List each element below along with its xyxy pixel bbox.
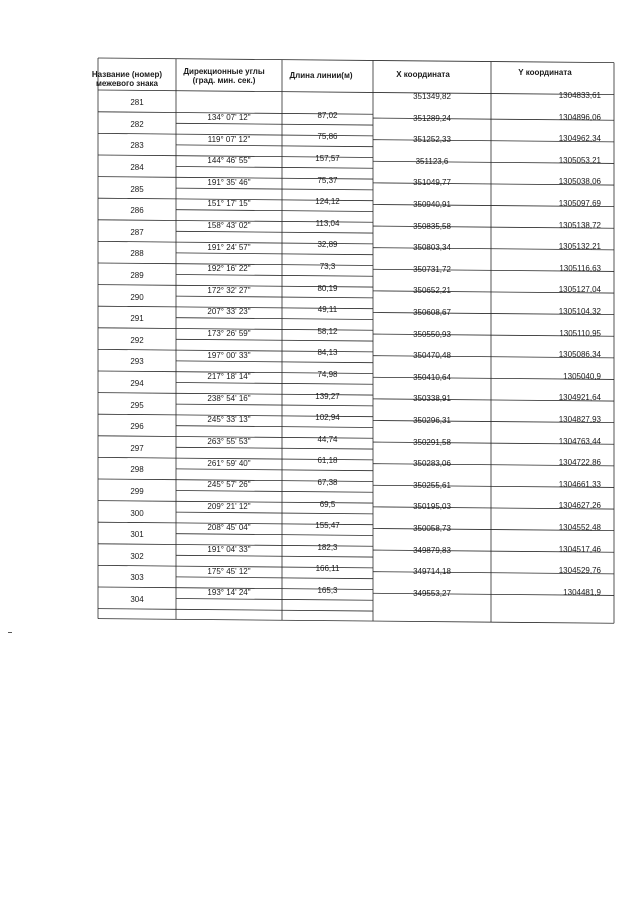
x-coordinate: 350338,91 [413, 394, 451, 404]
direction-angle: 245° 57' 26" [207, 480, 251, 490]
y-coordinate: 1304722,86 [558, 458, 601, 468]
name-row-line [98, 198, 176, 199]
name-row-line [98, 436, 176, 437]
x-coordinate: 351049,77 [413, 178, 451, 188]
segment-divider-line [176, 512, 373, 514]
line-length: 61,18 [317, 456, 338, 466]
point-name: 296 [130, 422, 144, 432]
segment-divider-line [176, 167, 373, 169]
y-coordinate: 1305116,63 [559, 263, 601, 273]
y-coordinate: 1304529,76 [558, 566, 601, 576]
x-coordinate: 351123,6 [415, 156, 449, 166]
line-length: 75,37 [317, 175, 338, 185]
name-row-line [98, 349, 176, 350]
x-coordinate: 350608,67 [413, 307, 451, 317]
line-length: 75,86 [317, 132, 338, 142]
segment-divider-line [176, 318, 373, 320]
x-coordinate: 350283,06 [413, 459, 451, 469]
direction-angle: 207° 33' 23" [207, 307, 251, 317]
segment-divider-line [176, 210, 373, 212]
x-coordinate: 350291,58 [413, 437, 451, 447]
point-name: 282 [130, 119, 144, 129]
direction-angle: 245° 33' 13" [207, 415, 251, 425]
point-name: 287 [130, 227, 144, 237]
segment-divider-line [176, 339, 373, 341]
point-name: 299 [130, 487, 144, 497]
point-name: 288 [130, 249, 144, 259]
segment-divider-line [176, 188, 373, 190]
line-length: 165,3 [317, 586, 338, 596]
name-row-line [98, 457, 176, 458]
name-row-line [98, 609, 176, 610]
x-coordinate: 350410,64 [413, 372, 451, 382]
direction-angle: 261° 59' 40" [207, 458, 251, 468]
name-row-line [98, 112, 176, 113]
segment-divider-line [176, 123, 373, 125]
line-length: 102,94 [315, 413, 340, 423]
direction-angle: 197° 00' 33" [207, 350, 251, 360]
y-coordinate: 1304763,44 [558, 436, 601, 446]
point-name: 291 [130, 314, 144, 324]
y-coordinate: 1305104,32 [558, 307, 601, 317]
name-row-line [98, 501, 176, 502]
line-length: 44,74 [317, 434, 338, 444]
x-coordinate: 349553,27 [413, 588, 451, 598]
line-length: 73,3 [319, 262, 336, 272]
name-row-line [98, 285, 176, 286]
name-row-line [98, 155, 176, 156]
point-name: 284 [130, 163, 144, 173]
line-length: 124,12 [315, 197, 340, 207]
direction-angle: 209° 21' 12" [207, 501, 251, 511]
segment-divider-line [176, 253, 373, 255]
segment-divider-line [176, 231, 373, 233]
name-row-line [98, 241, 176, 242]
direction-angle: 192° 16' 22" [207, 264, 251, 274]
header-y: Y координата [518, 68, 572, 77]
segment-divider-line [176, 275, 373, 277]
direction-angle: 173° 26' 59" [207, 328, 251, 338]
name-row-line [98, 306, 176, 307]
line-length: 139,27 [315, 391, 340, 401]
direction-angle: 191° 24' 57" [207, 242, 251, 252]
y-coordinate: 1304896,06 [558, 112, 601, 122]
y-coordinate: 1305053,21 [558, 155, 601, 165]
x-coordinate: 350940,91 [413, 199, 451, 209]
y-coordinate: 1305040,9 [563, 371, 601, 381]
x-coordinate: 350195,03 [413, 502, 451, 512]
x-coordinate: 350731,72 [413, 264, 451, 274]
y-coordinate: 1304833,61 [558, 91, 601, 101]
direction-angle: 193° 14' 24" [207, 588, 251, 598]
y-coordinate: 1304962,34 [558, 134, 601, 144]
line-length: 113,04 [315, 218, 340, 228]
table-top-border [98, 58, 614, 63]
segment-divider-line [176, 599, 373, 601]
name-row-line [98, 263, 176, 264]
line-length: 74,98 [317, 370, 338, 380]
name-row-line [98, 220, 176, 221]
point-name: 297 [130, 443, 144, 453]
x-coordinate: 350255,61 [413, 480, 451, 490]
header-name: Название (номер) межевого знака [91, 70, 163, 88]
point-name: 286 [130, 206, 144, 216]
point-name: 292 [130, 335, 144, 345]
x-coordinate: 351289,24 [413, 113, 451, 123]
header-angle: Дирекционные углы (град. мин. сек.) [183, 67, 265, 85]
name-row-line [98, 565, 176, 566]
segment-divider-line [176, 145, 373, 147]
segment-divider-line [176, 469, 373, 471]
segment-divider-line [176, 555, 373, 557]
y-coordinate: 1305097,69 [558, 199, 601, 209]
line-length: 182,3 [317, 542, 338, 552]
y-coordinate: 1304517,46 [558, 544, 601, 554]
point-name: 294 [130, 379, 144, 389]
name-row-line [98, 479, 176, 480]
y-coordinate: 1305110,95 [559, 328, 601, 338]
segment-divider-line [176, 296, 373, 298]
line-length: 69,5 [319, 499, 336, 509]
y-coordinate: 1305127,04 [558, 285, 601, 295]
segment-divider-line [176, 577, 373, 579]
y-coordinate: 1305138,72 [558, 220, 601, 230]
name-row-line [98, 328, 176, 329]
segment-divider-line [176, 383, 373, 385]
name-row-line [98, 587, 176, 588]
x-coordinate: 351252,33 [413, 135, 451, 145]
point-name: 298 [130, 465, 144, 475]
line-length: 32,89 [317, 240, 338, 250]
y-coordinate: 1304552,48 [558, 523, 601, 533]
x-coordinate: 349714,18 [413, 567, 451, 577]
line-length: 155,47 [315, 521, 340, 531]
direction-angle: 208° 45' 04" [207, 523, 251, 533]
direction-angle: 119° 07' 12" [207, 134, 251, 144]
direction-angle: 238° 54' 16" [207, 393, 251, 403]
point-name: 293 [130, 357, 144, 367]
name-row-line [98, 522, 176, 523]
x-coordinate: 350803,34 [413, 243, 451, 253]
line-length: 67,38 [317, 478, 338, 488]
line-length: 49,11 [317, 305, 338, 315]
point-name: 285 [130, 184, 144, 194]
line-length: 58,12 [317, 326, 338, 336]
name-row-line [98, 133, 176, 134]
header-x: X координата [396, 70, 450, 79]
direction-angle: 151° 17' 15" [207, 199, 251, 209]
point-name: 303 [130, 573, 144, 583]
line-length: 84,13 [317, 348, 338, 358]
y-coordinate: 1304921,64 [558, 393, 601, 403]
segment-divider-line [176, 534, 373, 536]
point-name: 300 [130, 508, 144, 518]
point-name: 283 [130, 141, 144, 151]
x-coordinate: 349879,83 [413, 545, 451, 555]
header-length: Длина линии(м) [289, 71, 353, 80]
segment-row-line [176, 609, 373, 611]
y-coordinate: 1304481,9 [563, 587, 601, 597]
y-coordinate: 1305132,21 [558, 242, 601, 252]
x-coordinate: 350296,31 [413, 415, 451, 425]
y-coordinate: 1304827,93 [558, 415, 601, 425]
x-coordinate: 350058,73 [413, 523, 451, 533]
point-name: 304 [130, 595, 144, 605]
point-name: 295 [130, 400, 144, 410]
x-coordinate: 350470,48 [413, 351, 451, 361]
name-row-line [98, 177, 176, 178]
segment-divider-line [176, 361, 373, 363]
segment-divider-line [176, 447, 373, 449]
point-name: 289 [130, 271, 144, 281]
direction-angle: 144° 46' 55" [207, 156, 251, 166]
name-row-line [98, 414, 176, 415]
segment-divider-line [176, 404, 373, 406]
direction-angle: 158° 43' 02" [207, 220, 251, 230]
line-length: 157,57 [315, 154, 340, 164]
y-coordinate: 1304661,33 [558, 479, 601, 489]
line-length: 87,02 [317, 110, 338, 120]
x-coordinate: 350652,21 [413, 286, 451, 296]
direction-angle: 191° 35' 46" [207, 177, 251, 187]
direction-angle: 263° 55' 53" [207, 436, 251, 446]
x-coordinate: 350835,58 [413, 221, 451, 231]
point-name: 302 [130, 551, 144, 561]
table-bottom-border [98, 619, 614, 624]
x-coordinate: 351349,82 [413, 91, 451, 101]
margin-mark [8, 632, 12, 633]
direction-angle: 175° 45' 12" [207, 566, 251, 576]
direction-angle: 172° 32' 27" [207, 285, 251, 295]
name-row-line [98, 393, 176, 394]
line-length: 166,11 [315, 564, 340, 574]
name-row-line [98, 544, 176, 545]
x-coordinate: 350550,93 [413, 329, 451, 339]
segment-divider-line [176, 426, 373, 428]
direction-angle: 217° 18' 14" [207, 372, 251, 382]
point-name: 301 [130, 530, 144, 540]
y-coordinate: 1304627,26 [558, 501, 601, 511]
name-row-line [98, 371, 176, 372]
point-name: 290 [130, 292, 144, 302]
direction-angle: 191° 04' 33" [207, 544, 251, 554]
segment-divider-line [176, 491, 373, 493]
y-coordinate: 1305086,34 [558, 350, 601, 360]
direction-angle: 134° 07' 12" [207, 112, 251, 122]
line-length: 80,19 [317, 283, 338, 293]
point-name: 281 [130, 98, 144, 108]
y-coordinate: 1305038,06 [558, 177, 601, 187]
